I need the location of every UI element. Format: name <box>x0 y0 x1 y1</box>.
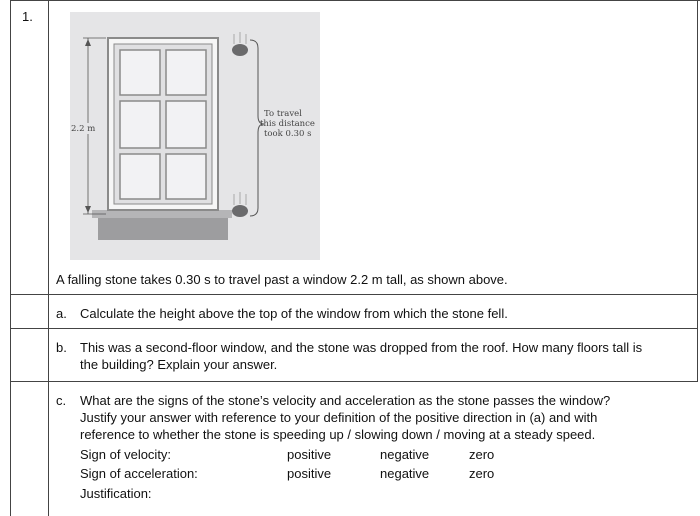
part-c-line-2: Justify your answer with reference to your definition of the positive direction in (a) and with <box>80 410 598 425</box>
justification-label: Justification: <box>80 486 152 501</box>
velocity-option-positive: positive <box>287 447 332 462</box>
part-c <box>56 392 696 446</box>
height-label: 2.2 m <box>71 124 96 134</box>
acceleration-option-positive: positive <box>287 466 332 481</box>
row-divider-3 <box>10 381 698 382</box>
table-left-border <box>10 0 11 516</box>
stone-top <box>232 44 248 56</box>
row-divider-2 <box>10 328 698 329</box>
part-c-line-3: reference to whether the stone is speeding up / slowing down / moving at a steady speed. <box>80 427 596 442</box>
velocity-option-negative: negative <box>380 447 430 462</box>
part-a-text: Calculate the height above the top of the window from which the stone fell. <box>80 306 508 321</box>
velocity-label: Sign of velocity: <box>80 447 172 462</box>
sill-ledge <box>92 210 232 218</box>
stone-bottom <box>232 205 248 217</box>
acceleration-option-negative: negative <box>380 466 430 481</box>
column-divider <box>48 0 49 516</box>
window-figure <box>70 12 320 260</box>
window-illustration <box>70 12 320 260</box>
part-a-letter: a. <box>56 306 67 321</box>
question-prompt: A falling stone takes 0.30 s to travel past a window 2.2 m tall, as shown above. <box>56 272 508 287</box>
part-b <box>56 339 696 375</box>
part-c-letter: c. <box>56 393 67 408</box>
acceleration-label: Sign of acceleration: <box>80 466 198 481</box>
annotation-line-2: this distance <box>260 119 315 129</box>
table-right-border <box>697 0 698 382</box>
velocity-option-zero: zero <box>469 447 495 462</box>
part-b-line-2: the building? Explain your answer. <box>80 357 278 372</box>
part-b-letter: b. <box>56 340 67 355</box>
part-c-line-1: What are the signs of the stone’s velocity and acceleration as the stone passes the window? <box>80 393 611 408</box>
annotation-line-1: To travel <box>264 109 302 119</box>
acceleration-option-zero: zero <box>469 466 495 481</box>
part-a <box>56 305 696 323</box>
table-top-border <box>10 0 700 1</box>
part-b-line-1: This was a second-floor window, and the stone was dropped from the roof. How many floors tall is <box>80 340 643 355</box>
question-number: 1. <box>22 9 33 24</box>
window-sill <box>98 217 228 240</box>
row-divider-1 <box>10 294 698 295</box>
annotation-line-3: took 0.30 s <box>264 129 312 139</box>
